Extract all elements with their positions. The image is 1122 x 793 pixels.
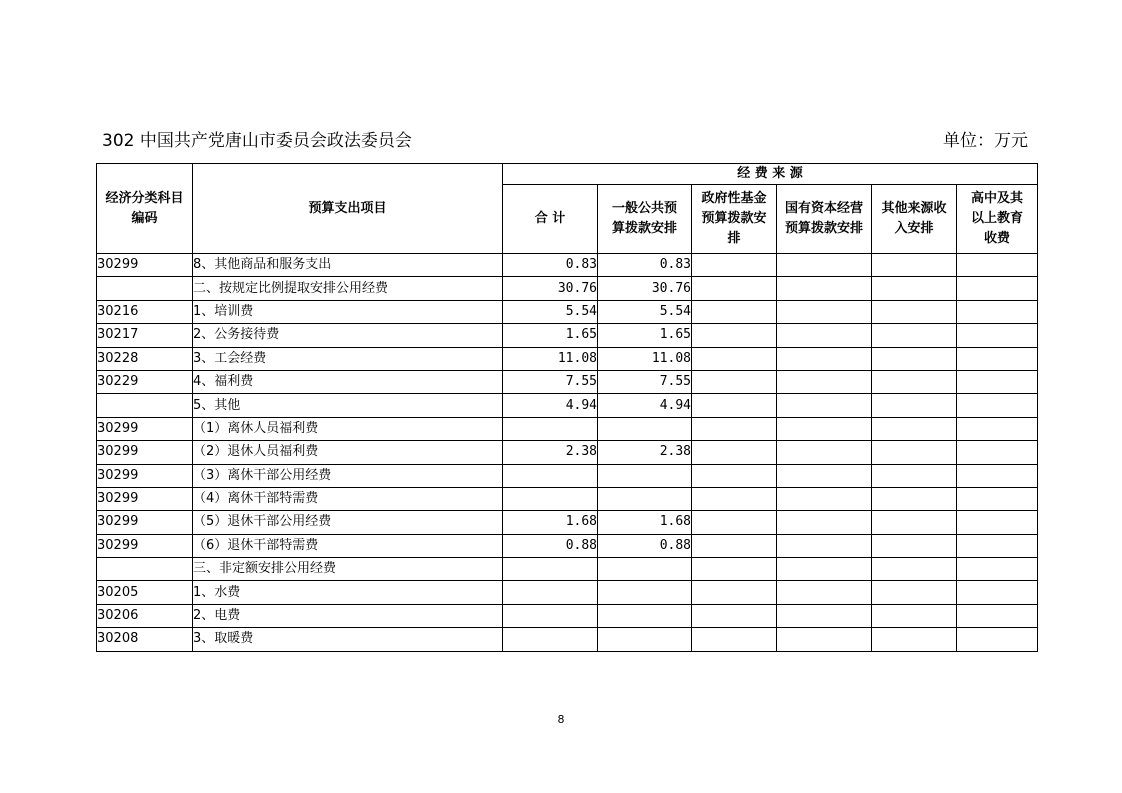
cell-edu: [957, 370, 1038, 393]
header-fund: 政府性基金预算拨款安排: [692, 185, 777, 254]
cell-fund: [692, 464, 777, 487]
cell-state: [777, 277, 872, 300]
cell-item: 二、按规定比例提取安排公用经费: [193, 277, 503, 300]
cell-fund: [692, 628, 777, 651]
cell-fund: [692, 604, 777, 627]
table-row: [97, 300, 1038, 323]
cell-fund: [692, 254, 777, 277]
cell-item: （2）退休人员福利费: [193, 441, 503, 464]
cell-code: [97, 394, 193, 417]
cell-item: （5）退休干部公用经费: [193, 511, 503, 534]
cell-state: [777, 558, 872, 581]
cell-edu: [957, 347, 1038, 370]
cell-fund: [692, 370, 777, 393]
cell-fund: [692, 417, 777, 440]
table-row: [97, 324, 1038, 347]
cell-item: （3）离休干部公用经费: [193, 464, 503, 487]
cell-fund: [692, 277, 777, 300]
header-other: 其他来源收入安排: [872, 185, 957, 254]
cell-edu: [957, 300, 1038, 323]
cell-general: 4.94: [598, 394, 692, 417]
cell-total: 1.68: [503, 511, 598, 534]
cell-general: [598, 581, 692, 604]
cell-other: [872, 581, 957, 604]
cell-other: [872, 417, 957, 440]
cell-state: [777, 441, 872, 464]
cell-fund: [692, 534, 777, 557]
cell-total: [503, 581, 598, 604]
cell-fund: [692, 324, 777, 347]
cell-edu: [957, 277, 1038, 300]
cell-item: 2、公务接待费: [193, 324, 503, 347]
cell-state: [777, 464, 872, 487]
cell-total: [503, 604, 598, 627]
table-row: [97, 511, 1038, 534]
header-code: 经济分类科目编码: [97, 164, 193, 254]
cell-code: 30216: [97, 300, 193, 323]
cell-other: [872, 324, 957, 347]
cell-other: [872, 394, 957, 417]
cell-total: [503, 487, 598, 510]
cell-total: 0.88: [503, 534, 598, 557]
cell-other: [872, 441, 957, 464]
cell-total: 11.08: [503, 347, 598, 370]
cell-code: 30299: [97, 464, 193, 487]
cell-other: [872, 300, 957, 323]
cell-edu: [957, 558, 1038, 581]
header-item: 预算支出项目: [193, 164, 503, 254]
table-row: [97, 347, 1038, 370]
cell-code: 30299: [97, 441, 193, 464]
cell-total: 1.65: [503, 324, 598, 347]
cell-fund: [692, 558, 777, 581]
cell-code: 30299: [97, 417, 193, 440]
cell-fund: [692, 511, 777, 534]
cell-total: 2.38: [503, 441, 598, 464]
cell-general: [598, 604, 692, 627]
cell-total: 0.83: [503, 254, 598, 277]
cell-state: [777, 417, 872, 440]
cell-edu: [957, 534, 1038, 557]
table-row: [97, 254, 1038, 277]
cell-code: 30299: [97, 254, 193, 277]
cell-code: 30206: [97, 604, 193, 627]
cell-fund: [692, 347, 777, 370]
cell-code: 30217: [97, 324, 193, 347]
cell-item: （4）离休干部特需费: [193, 487, 503, 510]
cell-other: [872, 487, 957, 510]
cell-general: [598, 628, 692, 651]
cell-state: [777, 324, 872, 347]
header-edu: 高中及其以上教育收费: [957, 185, 1038, 254]
cell-state: [777, 347, 872, 370]
cell-general: [598, 558, 692, 581]
cell-code: 30205: [97, 581, 193, 604]
cell-code: 30228: [97, 347, 193, 370]
cell-item: （1）离休人员福利费: [193, 417, 503, 440]
cell-code: [97, 558, 193, 581]
document-title: 302 中国共产党唐山市委员会政法委员会: [102, 131, 412, 151]
header-sources-group: 经 费 来 源: [503, 164, 1038, 185]
table-row: [97, 628, 1038, 651]
cell-item: （6）退休干部特需费: [193, 534, 503, 557]
cell-edu: [957, 324, 1038, 347]
header-total: 合 计: [503, 185, 598, 254]
cell-state: [777, 628, 872, 651]
cell-state: [777, 581, 872, 604]
unit-label: 单位：万元: [943, 131, 1028, 151]
cell-total: [503, 464, 598, 487]
cell-state: [777, 534, 872, 557]
table-row: [97, 581, 1038, 604]
cell-general: [598, 487, 692, 510]
cell-state: [777, 370, 872, 393]
cell-general: 0.88: [598, 534, 692, 557]
cell-edu: [957, 441, 1038, 464]
cell-total: [503, 628, 598, 651]
cell-edu: [957, 628, 1038, 651]
cell-general: 30.76: [598, 277, 692, 300]
cell-other: [872, 347, 957, 370]
cell-edu: [957, 604, 1038, 627]
cell-code: [97, 277, 193, 300]
cell-item: 1、培训费: [193, 300, 503, 323]
header-state: 国有资本经营预算拨款安排: [777, 185, 872, 254]
cell-item: 2、电费: [193, 604, 503, 627]
cell-edu: [957, 254, 1038, 277]
cell-state: [777, 511, 872, 534]
cell-other: [872, 254, 957, 277]
cell-code: 30299: [97, 534, 193, 557]
cell-item: 8、其他商品和服务支出: [193, 254, 503, 277]
cell-state: [777, 604, 872, 627]
cell-other: [872, 534, 957, 557]
cell-code: 30229: [97, 370, 193, 393]
page-number: 8: [557, 713, 565, 726]
cell-item: 1、水费: [193, 581, 503, 604]
cell-state: [777, 394, 872, 417]
cell-item: 3、工会经费: [193, 347, 503, 370]
cell-item: 4、福利费: [193, 370, 503, 393]
table-row: [97, 604, 1038, 627]
table-row: [97, 441, 1038, 464]
cell-state: [777, 300, 872, 323]
cell-other: [872, 628, 957, 651]
cell-total: 30.76: [503, 277, 598, 300]
cell-item: 5、其他: [193, 394, 503, 417]
cell-general: 2.38: [598, 441, 692, 464]
cell-other: [872, 511, 957, 534]
budget-table: [96, 163, 1038, 652]
cell-total: 7.55: [503, 370, 598, 393]
cell-total: 4.94: [503, 394, 598, 417]
cell-other: [872, 604, 957, 627]
table-row: [97, 464, 1038, 487]
cell-general: 11.08: [598, 347, 692, 370]
cell-general: 1.65: [598, 324, 692, 347]
table-row: [97, 277, 1038, 300]
cell-general: 1.68: [598, 511, 692, 534]
cell-total: [503, 417, 598, 440]
table-row: [97, 487, 1038, 510]
cell-edu: [957, 581, 1038, 604]
cell-other: [872, 464, 957, 487]
cell-fund: [692, 441, 777, 464]
table-row: [97, 394, 1038, 417]
cell-edu: [957, 464, 1038, 487]
cell-state: [777, 487, 872, 510]
cell-fund: [692, 394, 777, 417]
cell-item: 3、取暖费: [193, 628, 503, 651]
cell-general: 7.55: [598, 370, 692, 393]
cell-fund: [692, 300, 777, 323]
cell-edu: [957, 511, 1038, 534]
cell-total: 5.54: [503, 300, 598, 323]
cell-total: [503, 558, 598, 581]
header-general: 一般公共预算拨款安排: [598, 185, 692, 254]
cell-fund: [692, 581, 777, 604]
cell-item: 三、非定额安排公用经费: [193, 558, 503, 581]
cell-general: [598, 417, 692, 440]
cell-code: 30299: [97, 487, 193, 510]
cell-general: 5.54: [598, 300, 692, 323]
cell-other: [872, 558, 957, 581]
cell-other: [872, 277, 957, 300]
table-row: [97, 370, 1038, 393]
table-row: [97, 417, 1038, 440]
cell-edu: [957, 394, 1038, 417]
cell-edu: [957, 417, 1038, 440]
cell-code: 30208: [97, 628, 193, 651]
table-row: [97, 558, 1038, 581]
cell-general: [598, 464, 692, 487]
cell-state: [777, 254, 872, 277]
cell-code: 30299: [97, 511, 193, 534]
table-row: [97, 534, 1038, 557]
cell-general: 0.83: [598, 254, 692, 277]
cell-fund: [692, 487, 777, 510]
cell-edu: [957, 487, 1038, 510]
cell-other: [872, 370, 957, 393]
